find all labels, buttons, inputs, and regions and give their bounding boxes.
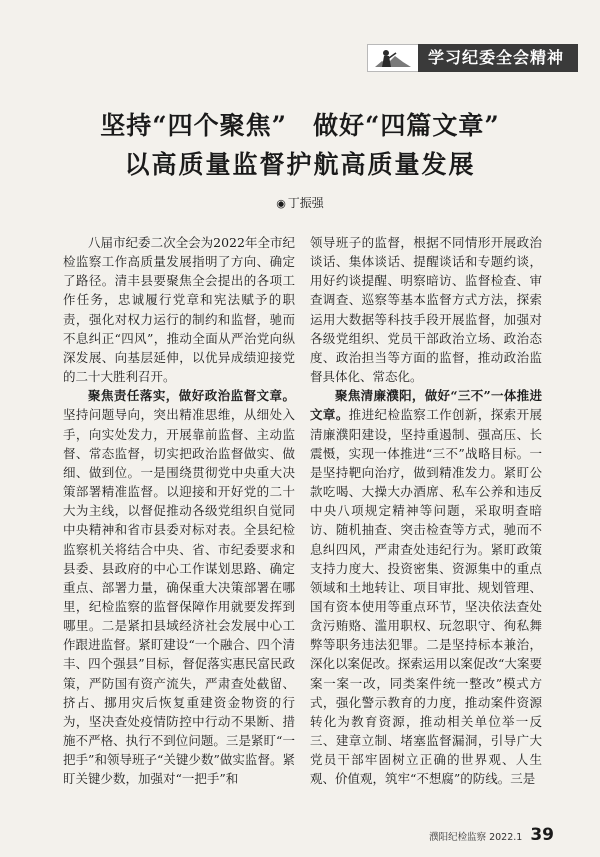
figure-silhouette-icon: [367, 44, 418, 72]
author-marker-icon: ◉: [276, 197, 286, 210]
section-heading: 聚焦责任落实，做好政治监督文章。: [88, 388, 295, 404]
right-column: [310, 233, 542, 789]
author-name: 丁振强: [287, 196, 324, 210]
continued-paragraph: 领导班子的监督，根据不同情形开展政治谈话、集体谈话、提醒谈话和专题约谈，用好约谈提醒、明察暗访、监督检查、审查调查、巡察等基本监督方式方法，探索运用大数据等科技手段开展监督，加强对各级党组织、党员干部政治立场、政治态度、政治担当等方面的监督，推动政治监督具体化、常态化。: [310, 235, 542, 385]
section-body: 坚持问题导向，突出精准思维，从细处入手，向实处发力，开展靠前监督、主动监督、常态监督，切实把政治监督做实、做细、做到位。一是围绕贯彻党中央重大决策部署精准监督。以迎接和开好党的二十大为主线，以督促推动各级党组织自觉同中央精神和省市县委对标对表。全县纪检监察机关将结合中央、省、市纪委要求和县委、县政府的中心工作谋划思路、确定重点、部署力量，确保重大决策部署在哪里，纪检监察的监督保障作用就要发挥到哪里。二是紧扣县域经济社会发展中心工作跟进监督。紧盯建设“一个融合、四个清丰、四个强县”目标，督促落实惠民富民政策，严防国有资产流失，严肃查处截留、挤占、挪用灾后恢复重建资金物资的行为，坚决查处疫情防控中行动不果断、措施不严格、执行不到位问题。三是紧盯“一把手”和领导班子“关键少数”做实监督。紧盯关键少数，加强对“一把手”和: [63, 407, 295, 787]
article-title-line-2: 以高质量监督护航高质量发展: [124, 150, 476, 179]
section-paragraph-political-supervision: [63, 386, 295, 788]
section-heading: 聚焦清廉濮阳，做好“三不”一体推进文章。: [310, 388, 542, 423]
page-number: 39: [530, 825, 554, 845]
page-footer: [429, 825, 554, 845]
left-column: [63, 233, 295, 789]
section-tag: [367, 44, 578, 72]
section-tag-label: 学习纪委全会精神: [418, 44, 578, 72]
section-body: 推进纪检监察工作创新，探索开展清廉濮阳建设，坚持重遏制、强高压、长震慑，实现一体推进“三不”战略目标。一是坚持靶向治疗，做到精准发力。紧盯公款吃喝、大操大办酒席、私车公养和违反中央八项规定精神等问题，采取明查暗访、随机抽查、突击检查等方式，驰而不息纠四风，严肃查处违纪行为。紧盯政策支持力度大、投资密集、资源集中的重点领域和土地转让、项目审批、规划管理、国有资本使用等重点环节，坚决依法查处贪污贿赂、滥用职权、玩忽职守、徇私舞弊等职务违法犯罪。二是坚持标本兼治，深化以案促改。探索运用以案促改“大案要案一案一改，同类案件统一整改”模式方式，强化警示教育的力度，推动案件资源转化为教育资源，推动相关单位举一反三、建章立制、堵塞监督漏洞，引导广大党员干部牢固树立正确的世界观、人生观、价值观，筑牢“不想腐”的防线。三是: [310, 407, 542, 787]
article-title-line-1: 坚持“四个聚焦” 做好“四篇文章”: [100, 111, 500, 140]
section-paragraph-three-no: [310, 386, 542, 788]
intro-paragraph: 八届市纪委二次全会为2022年全市纪检监察工作高质量发展指明了方向、确定了路径。清丰县要聚焦全会提出的各项工作任务，忠诚履行党章和宪法赋予的职责，强化对权力运行的制约和监督，驰而不息纠正“四风”，推动全面从严治党向纵深发展、向基层延伸，以优异成绩迎接党的二十大胜利召开。: [63, 235, 295, 385]
journal-name: 濮阳纪检监察 2022.1: [429, 832, 523, 843]
author-byline: [0, 194, 600, 211]
